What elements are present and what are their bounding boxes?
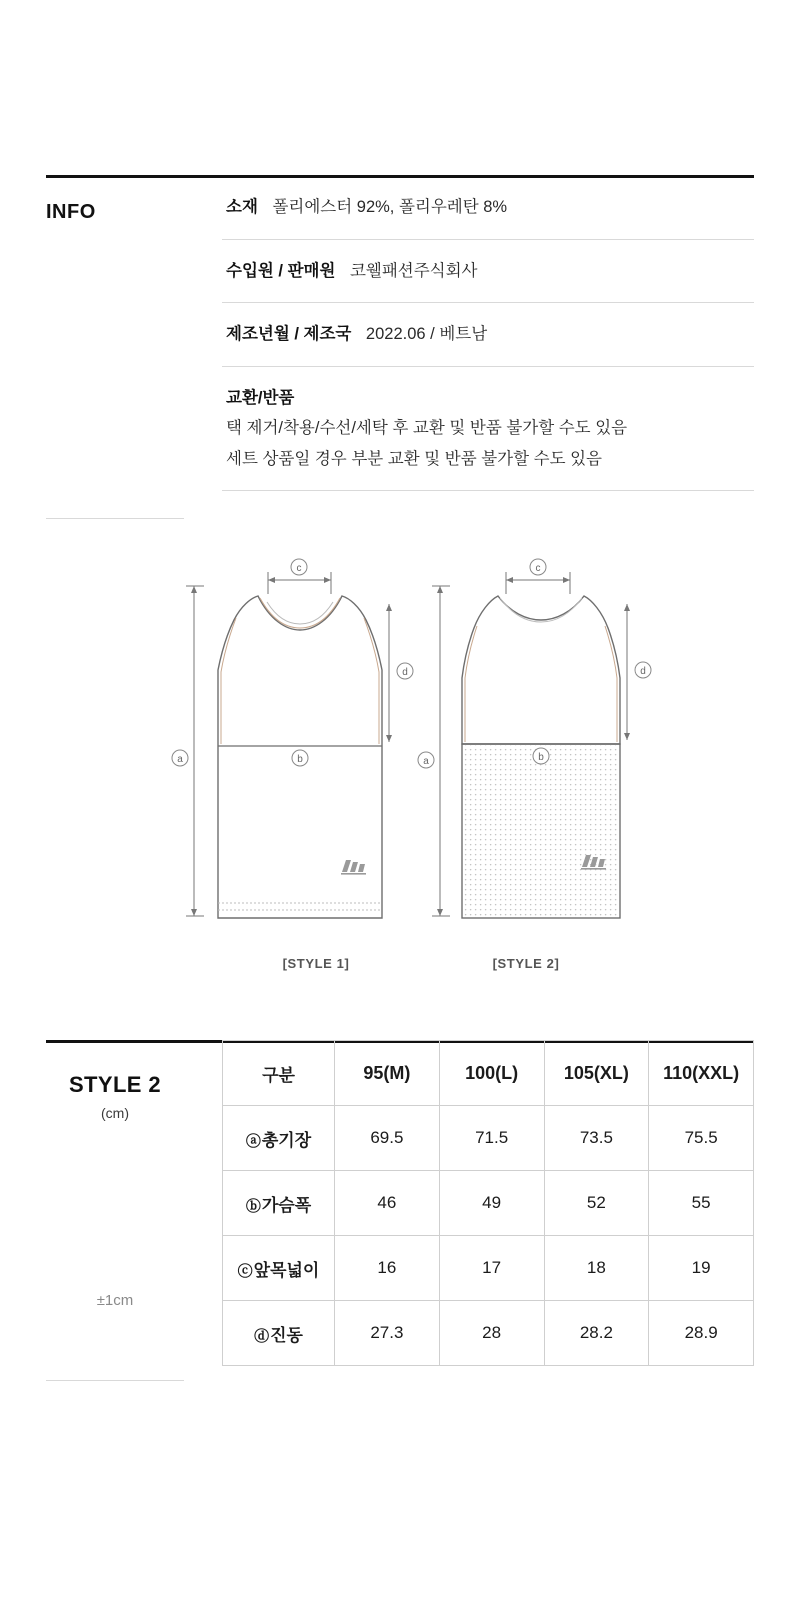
row-label-text: 가슴폭 bbox=[261, 1195, 312, 1215]
cell-front-neck-width-105xl: 18 bbox=[544, 1236, 649, 1301]
cell-armhole-100l: 28 bbox=[439, 1301, 544, 1366]
info-key-exchange: 교환/반품 bbox=[226, 388, 295, 407]
cell-front-neck-width-95m: 16 bbox=[335, 1236, 440, 1301]
marker-d-icon: ⓓ bbox=[254, 1327, 270, 1345]
table-header-105xl: 105(XL) bbox=[544, 1041, 649, 1106]
style2-caption: [STYLE 2] bbox=[492, 956, 560, 971]
table-header-row bbox=[223, 1041, 754, 1106]
info-label-column bbox=[46, 175, 184, 491]
table-header-category: 구분 bbox=[223, 1041, 335, 1106]
divider-size-bottom-left bbox=[46, 1380, 184, 1381]
info-key-manufacture: 제조년월 / 제조국 bbox=[226, 325, 352, 344]
size-chart-title: STYLE 2 bbox=[68, 1072, 162, 1097]
size-guide-illustration bbox=[46, 548, 754, 988]
size-chart-unit: (cm) bbox=[101, 1105, 129, 1121]
table-row bbox=[223, 1236, 754, 1301]
svg-text:d: d bbox=[640, 666, 646, 677]
cell-chest-width-100l: 49 bbox=[439, 1171, 544, 1236]
info-value-material: 폴리에스터 92%, 폴리우레탄 8% bbox=[272, 198, 508, 216]
cell-chest-width-110xxl: 55 bbox=[649, 1171, 754, 1236]
table-header-100l: 100(L) bbox=[439, 1041, 544, 1106]
info-section bbox=[46, 175, 754, 491]
size-chart-section bbox=[46, 1040, 754, 1366]
cell-armhole-105xl: 28.2 bbox=[544, 1301, 649, 1366]
row-label-front-neck-width bbox=[223, 1236, 335, 1301]
svg-text:b: b bbox=[538, 752, 544, 763]
table-header-95m: 95(M) bbox=[335, 1041, 440, 1106]
row-label-text: 진동 bbox=[270, 1325, 303, 1345]
cell-armhole-95m: 27.3 bbox=[335, 1301, 440, 1366]
info-exchange-line-2: 세트 상품일 경우 부분 교환 및 반품 불가할 수도 있음 bbox=[226, 449, 602, 468]
table-row bbox=[223, 1171, 754, 1236]
svg-text:c: c bbox=[296, 563, 302, 574]
row-label-total-length bbox=[223, 1106, 335, 1171]
svg-text:a: a bbox=[177, 754, 183, 765]
cell-total-length-110xxl: 75.5 bbox=[649, 1106, 754, 1171]
cell-chest-width-95m: 46 bbox=[335, 1171, 440, 1236]
table-row bbox=[223, 1106, 754, 1171]
svg-text:c: c bbox=[535, 563, 541, 574]
cell-front-neck-width-100l: 17 bbox=[439, 1236, 544, 1301]
cell-total-length-95m: 69.5 bbox=[335, 1106, 440, 1171]
svg-text:a: a bbox=[423, 756, 429, 767]
info-key-material: 소재 bbox=[226, 198, 258, 216]
marker-c-icon: ⓒ bbox=[237, 1262, 253, 1280]
row-label-chest-width bbox=[223, 1171, 335, 1236]
row-label-text: 앞목넓이 bbox=[253, 1260, 320, 1280]
info-value-importer: 코웰패션주식회사 bbox=[349, 261, 478, 280]
table-row bbox=[223, 1301, 754, 1366]
info-body-column bbox=[222, 175, 754, 491]
table-header-110xxl: 110(XXL) bbox=[649, 1041, 754, 1106]
marker-b-icon: ⓑ bbox=[245, 1197, 261, 1215]
info-exchange-line-1: 택 제거/착용/수선/세탁 후 교환 및 반품 불가할 수도 있음 bbox=[226, 419, 628, 438]
divider-info-bottom-left bbox=[46, 518, 184, 519]
info-key-importer: 수입원 / 판매원 bbox=[226, 261, 336, 280]
svg-text:b: b bbox=[297, 754, 303, 765]
info-row-exchange bbox=[222, 367, 754, 492]
info-value-manufacture: 2022.06 / 베트남 bbox=[365, 325, 488, 344]
info-row-importer bbox=[222, 240, 754, 304]
cell-total-length-100l: 71.5 bbox=[439, 1106, 544, 1171]
info-heading: INFO bbox=[46, 201, 96, 223]
info-row-manufacture bbox=[222, 303, 754, 367]
info-row-material bbox=[222, 175, 754, 240]
cell-total-length-105xl: 73.5 bbox=[544, 1106, 649, 1171]
cell-chest-width-105xl: 52 bbox=[544, 1171, 649, 1236]
size-chart-tolerance: ±1cm bbox=[96, 1292, 134, 1309]
cell-armhole-110xxl: 28.9 bbox=[649, 1301, 754, 1366]
size-chart-label-column bbox=[46, 1040, 184, 1366]
style2-garment-diagram bbox=[394, 558, 714, 958]
row-label-armhole bbox=[223, 1301, 335, 1366]
size-chart-table bbox=[222, 1040, 754, 1366]
row-label-text: 총기장 bbox=[261, 1130, 312, 1150]
marker-a-icon: ⓐ bbox=[245, 1132, 261, 1150]
cell-front-neck-width-110xxl: 19 bbox=[649, 1236, 754, 1301]
size-chart-table-wrapper bbox=[222, 1040, 754, 1366]
style1-caption: [STYLE 1] bbox=[282, 956, 350, 971]
svg-text:d: d bbox=[402, 667, 408, 678]
